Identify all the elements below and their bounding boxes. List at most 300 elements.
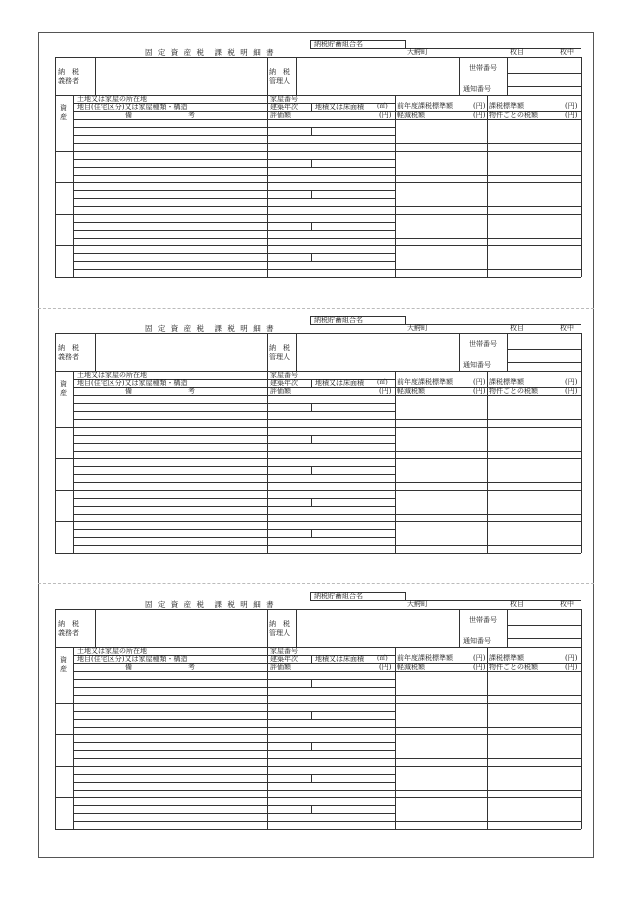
remarks-field[interactable] (75, 814, 265, 820)
house-number-field[interactable] (269, 396, 393, 402)
town-name: 大鰐町 (407, 324, 428, 332)
location-field[interactable] (75, 522, 265, 528)
rule-line (507, 609, 508, 647)
tax-standard-field[interactable] (489, 459, 579, 481)
built-year-field[interactable] (269, 404, 309, 410)
location-field[interactable] (75, 428, 265, 434)
rule-line (487, 95, 488, 277)
taxpayer-field[interactable] (97, 335, 265, 369)
yen-unit: (円) (473, 102, 486, 110)
reduction-field[interactable] (397, 144, 485, 150)
remarks-field[interactable] (75, 688, 265, 694)
yen-unit: (円) (379, 663, 392, 671)
rule-line (507, 333, 508, 371)
tax-standard-field[interactable] (489, 767, 579, 789)
valuation-label: 評価額 (270, 387, 291, 395)
rule-line (95, 57, 96, 95)
union-name-label: 納税貯蓄組合名 (314, 40, 363, 48)
union-name-label: 納税貯蓄組合名 (314, 592, 363, 600)
rule-line (459, 57, 460, 95)
household-number-label: 世帯番号 (469, 616, 497, 624)
town-name: 大鰐町 (407, 600, 428, 608)
house-number-field[interactable] (269, 120, 393, 126)
household-number-field[interactable] (509, 59, 579, 85)
category-field[interactable] (75, 436, 265, 442)
house-number-field[interactable] (269, 522, 393, 528)
remarks-field[interactable] (75, 412, 265, 418)
house-number-field[interactable] (269, 183, 393, 189)
area-field[interactable] (313, 436, 393, 442)
area-field[interactable] (313, 806, 393, 812)
remarks-field[interactable] (75, 136, 265, 142)
area-field[interactable] (313, 191, 393, 197)
area-unit: (㎡) (377, 655, 388, 662)
form-title: 固 定 資 産 税 課 税 明 細 書 (145, 48, 276, 57)
per-property-tax-label: 物件ごとの税額 (489, 663, 538, 671)
area-field[interactable] (313, 775, 393, 781)
remarks-field[interactable] (75, 783, 265, 789)
manager-field[interactable] (298, 335, 457, 369)
built-year-label: 建築年次 (270, 655, 298, 663)
taxpayer-field[interactable] (97, 611, 265, 645)
manager-label: 納 税 管理人 (269, 344, 290, 361)
valuation-field[interactable] (269, 475, 393, 481)
built-year-field[interactable] (269, 160, 309, 166)
rule-line (487, 647, 488, 829)
per-property-tax-field[interactable] (489, 696, 579, 702)
reduction-field[interactable] (397, 483, 485, 489)
prev-tax-standard-field[interactable] (397, 459, 485, 481)
cell-divider (311, 253, 312, 261)
yen-unit: (円) (473, 663, 486, 671)
area-label: 地積又は床面積 (315, 655, 364, 663)
built-year-field[interactable] (269, 530, 309, 536)
tax-standard-field[interactable] (489, 183, 579, 205)
rule-line (311, 655, 312, 663)
manager-field[interactable] (298, 59, 457, 93)
yen-unit: (円) (565, 654, 578, 662)
rule-line (581, 609, 582, 647)
reduction-label: 軽減税額 (397, 387, 425, 395)
rule-line (267, 57, 268, 95)
cell-divider (311, 711, 312, 719)
house-number-field[interactable] (269, 459, 393, 465)
tax-standard-field[interactable] (489, 522, 579, 544)
form-title: 固 定 資 産 税 課 税 明 細 書 (145, 324, 276, 333)
house-number-field[interactable] (269, 672, 393, 678)
location-field[interactable] (75, 396, 265, 402)
category-field[interactable] (75, 806, 265, 812)
rule-line (55, 609, 56, 647)
category-field[interactable] (75, 128, 265, 134)
area-field[interactable] (313, 743, 393, 749)
remarks-field[interactable] (75, 199, 265, 205)
category-field[interactable] (75, 743, 265, 749)
cell-divider (311, 774, 312, 782)
tax-statement-form (55, 592, 581, 837)
sheet-total-label: 枚中 (560, 48, 574, 56)
category-field[interactable] (75, 223, 265, 229)
built-year-field[interactable] (269, 254, 309, 260)
prev-tax-standard-field[interactable] (397, 152, 485, 174)
yen-unit: (円) (565, 102, 578, 110)
yen-unit: (円) (473, 654, 486, 662)
reduction-label: 軽減税額 (397, 663, 425, 671)
valuation-field[interactable] (269, 168, 393, 174)
valuation-field[interactable] (269, 136, 393, 142)
tax-standard-field[interactable] (489, 215, 579, 237)
valuation-field[interactable] (269, 507, 393, 513)
yen-unit: (円) (565, 378, 578, 386)
form-bottom-line (55, 277, 581, 278)
rule-line (55, 57, 581, 58)
notice-number-field[interactable] (509, 639, 579, 646)
area-field[interactable] (313, 404, 393, 410)
valuation-field[interactable] (269, 538, 393, 544)
cell-divider (311, 435, 312, 443)
yen-unit: (円) (379, 387, 392, 395)
location-field[interactable] (75, 459, 265, 465)
rule-line (459, 609, 460, 647)
remarks-label: 備 考 (125, 663, 195, 671)
union-name-field[interactable] (407, 592, 577, 600)
asset-label: 資 産 (60, 380, 67, 397)
valuation-label: 評価額 (270, 111, 291, 119)
house-number-field[interactable] (269, 798, 393, 804)
built-year-label: 建築年次 (270, 379, 298, 387)
prev-tax-standard-field[interactable] (397, 522, 485, 544)
per-property-tax-field[interactable] (489, 759, 579, 765)
form-bottom-line (55, 553, 581, 554)
rule-line (55, 57, 56, 95)
rule-line (95, 333, 96, 371)
house-number-field[interactable] (269, 215, 393, 221)
built-year-field[interactable] (269, 128, 309, 134)
rule-line (581, 333, 582, 371)
form-separator (38, 583, 594, 584)
category-label: 地目(住宅区分)又は家屋種類・構造 (77, 103, 188, 111)
built-year-field[interactable] (269, 191, 309, 197)
household-number-field[interactable] (509, 611, 579, 637)
valuation-field[interactable] (269, 412, 393, 418)
manager-label: 納 税 管理人 (269, 68, 290, 85)
notice-number-label: 通知番号 (463, 637, 491, 645)
location-field[interactable] (75, 120, 265, 126)
category-field[interactable] (75, 467, 265, 473)
prev-tax-standard-field[interactable] (397, 246, 485, 268)
house-number-label: 家屋番号 (270, 95, 298, 103)
category-label: 地目(住宅区分)又は家屋種類・構造 (77, 655, 188, 663)
rule-line (55, 371, 56, 553)
rule-line (267, 647, 268, 829)
prev-tax-standard-label: 前年度課税標準額 (397, 102, 453, 110)
location-field[interactable] (75, 767, 265, 773)
prev-tax-standard-field[interactable] (397, 428, 485, 450)
tax-standard-field[interactable] (489, 704, 579, 726)
area-field[interactable] (313, 467, 393, 473)
per-property-tax-label: 物件ごとの税額 (489, 387, 538, 395)
area-field[interactable] (313, 712, 393, 718)
prev-tax-standard-field[interactable] (397, 798, 485, 820)
rule-line (405, 40, 406, 48)
area-field[interactable] (313, 254, 393, 260)
location-field[interactable] (75, 183, 265, 189)
category-field[interactable] (75, 775, 265, 781)
prev-tax-standard-field[interactable] (397, 704, 485, 726)
cell-divider (311, 805, 312, 813)
reduction-field[interactable] (397, 696, 485, 702)
cell-divider (311, 529, 312, 537)
tax-standard-field[interactable] (489, 672, 579, 694)
reduction-field[interactable] (397, 546, 485, 552)
valuation-field[interactable] (269, 783, 393, 789)
tax-standard-field[interactable] (489, 428, 579, 450)
form-separator (38, 308, 594, 309)
cell-divider (311, 498, 312, 506)
prev-tax-standard-field[interactable] (397, 396, 485, 418)
prev-tax-standard-field[interactable] (397, 767, 485, 789)
category-field[interactable] (75, 160, 265, 166)
rule-line (73, 371, 74, 553)
built-year-field[interactable] (269, 775, 309, 781)
built-year-field[interactable] (269, 467, 309, 473)
household-number-field[interactable] (509, 335, 579, 361)
manager-label: 納 税 管理人 (269, 620, 290, 637)
category-field[interactable] (75, 191, 265, 197)
rule-line (95, 609, 96, 647)
area-field[interactable] (313, 680, 393, 686)
valuation-field[interactable] (269, 199, 393, 205)
tax-standard-field[interactable] (489, 491, 579, 513)
prev-tax-standard-field[interactable] (397, 491, 485, 513)
prev-tax-standard-field[interactable] (397, 183, 485, 205)
location-field[interactable] (75, 672, 265, 678)
location-label: 土地又は家屋の所在地 (77, 647, 147, 655)
area-label: 地積又は床面積 (315, 379, 364, 387)
reduction-field[interactable] (397, 759, 485, 765)
house-number-field[interactable] (269, 491, 393, 497)
area-unit: (㎡) (377, 103, 388, 110)
rule-line (487, 371, 488, 553)
remarks-field[interactable] (75, 475, 265, 481)
area-label: 地積又は床面積 (315, 103, 364, 111)
cell-divider (311, 127, 312, 135)
location-label: 土地又は家屋の所在地 (77, 95, 147, 103)
location-field[interactable] (75, 246, 265, 252)
location-field[interactable] (75, 215, 265, 221)
yen-unit: (円) (565, 111, 578, 119)
area-field[interactable] (313, 530, 393, 536)
category-label: 地目(住宅区分)又は家屋種類・構造 (77, 379, 188, 387)
reduction-label: 軽減税額 (397, 111, 425, 119)
house-number-field[interactable] (269, 704, 393, 710)
per-property-tax-field[interactable] (489, 546, 579, 552)
house-number-field[interactable] (269, 246, 393, 252)
rule-line (395, 95, 396, 277)
valuation-label: 評価額 (270, 663, 291, 671)
house-number-field[interactable] (269, 152, 393, 158)
town-name: 大鰐町 (407, 48, 428, 56)
sheet-number-label: 枚目 (510, 600, 524, 608)
tax-standard-field[interactable] (489, 396, 579, 418)
location-field[interactable] (75, 704, 265, 710)
built-year-label: 建築年次 (270, 103, 298, 111)
rule-line (267, 333, 268, 371)
asset-label: 資 産 (60, 656, 67, 673)
per-property-tax-field[interactable] (489, 483, 579, 489)
per-property-tax-field[interactable] (489, 144, 579, 150)
per-property-tax-field[interactable] (489, 822, 579, 828)
house-number-field[interactable] (269, 428, 393, 434)
remarks-field[interactable] (75, 507, 265, 513)
category-field[interactable] (75, 680, 265, 686)
rule-line (405, 592, 406, 600)
rule-line (55, 95, 56, 277)
tax-standard-field[interactable] (489, 735, 579, 757)
built-year-field[interactable] (269, 712, 309, 718)
valuation-field[interactable] (269, 688, 393, 694)
prev-tax-standard-field[interactable] (397, 120, 485, 142)
valuation-field[interactable] (269, 262, 393, 268)
rule-line (311, 379, 312, 387)
rule-line (55, 333, 56, 371)
category-field[interactable] (75, 254, 265, 260)
reduction-field[interactable] (397, 207, 485, 213)
manager-field[interactable] (298, 611, 457, 645)
household-number-label: 世帯番号 (469, 340, 497, 348)
rule-line (310, 40, 311, 48)
rule-line (296, 609, 297, 647)
notice-number-field[interactable] (509, 87, 579, 94)
notice-number-label: 通知番号 (463, 85, 491, 93)
remarks-field[interactable] (75, 720, 265, 726)
asset-label: 資 産 (60, 104, 67, 121)
area-field[interactable] (313, 223, 393, 229)
rule-line (296, 57, 297, 95)
yen-unit: (円) (473, 111, 486, 119)
per-property-tax-label: 物件ごとの税額 (489, 111, 538, 119)
prev-tax-standard-label: 前年度課税標準額 (397, 654, 453, 662)
prev-tax-standard-field[interactable] (397, 735, 485, 757)
house-number-field[interactable] (269, 767, 393, 773)
rule-line (55, 609, 581, 610)
rule-line (267, 95, 268, 277)
remarks-field[interactable] (75, 751, 265, 757)
yen-unit: (円) (565, 387, 578, 395)
built-year-field[interactable] (269, 223, 309, 229)
taxpayer-label: 納 税 義務者 (58, 68, 79, 85)
rule-line (507, 57, 508, 95)
category-field[interactable] (75, 404, 265, 410)
remarks-field[interactable] (75, 231, 265, 237)
sheet-total-label: 枚中 (560, 600, 574, 608)
cell-divider (311, 466, 312, 474)
location-field[interactable] (75, 152, 265, 158)
taxpayer-label: 納 税 義務者 (58, 620, 79, 637)
per-property-tax-field[interactable] (489, 207, 579, 213)
valuation-field[interactable] (269, 231, 393, 237)
valuation-field[interactable] (269, 814, 393, 820)
category-field[interactable] (75, 530, 265, 536)
yen-unit: (円) (379, 111, 392, 119)
house-number-label: 家屋番号 (270, 371, 298, 379)
taxpayer-field[interactable] (97, 59, 265, 93)
tax-statement-form (55, 40, 581, 285)
union-name-field[interactable] (407, 40, 577, 48)
category-field[interactable] (75, 712, 265, 718)
rule-line (55, 333, 581, 334)
prev-tax-standard-field[interactable] (397, 215, 485, 237)
form-bottom-line (55, 829, 581, 830)
remarks-field[interactable] (75, 168, 265, 174)
location-field[interactable] (75, 798, 265, 804)
area-field[interactable] (313, 128, 393, 134)
remarks-field[interactable] (75, 444, 265, 450)
tax-standard-label: 課税標準額 (489, 102, 524, 110)
reduction-field[interactable] (397, 420, 485, 426)
built-year-field[interactable] (269, 499, 309, 505)
cell-divider (311, 742, 312, 750)
rule-line (459, 333, 460, 371)
cell-divider (311, 403, 312, 411)
valuation-field[interactable] (269, 720, 393, 726)
notice-number-field[interactable] (509, 363, 579, 370)
household-number-label: 世帯番号 (469, 64, 497, 72)
reduction-field[interactable] (397, 270, 485, 276)
prev-tax-standard-field[interactable] (397, 672, 485, 694)
house-number-field[interactable] (269, 735, 393, 741)
taxpayer-label: 納 税 義務者 (58, 344, 79, 361)
reduction-field[interactable] (397, 822, 485, 828)
per-property-tax-field[interactable] (489, 270, 579, 276)
area-field[interactable] (313, 499, 393, 505)
tax-standard-label: 課税標準額 (489, 654, 524, 662)
tax-standard-field[interactable] (489, 120, 579, 142)
rule-line (267, 371, 268, 553)
tax-standard-field[interactable] (489, 152, 579, 174)
cell-divider (311, 679, 312, 687)
built-year-field[interactable] (269, 680, 309, 686)
area-unit: (㎡) (377, 379, 388, 386)
sheet-number-label: 枚目 (510, 48, 524, 56)
rule-line (296, 333, 297, 371)
cell-divider (311, 159, 312, 167)
rule-line (311, 103, 312, 111)
location-field[interactable] (75, 735, 265, 741)
rule-line (310, 592, 311, 600)
remarks-field[interactable] (75, 538, 265, 544)
valuation-field[interactable] (269, 751, 393, 757)
union-name-field[interactable] (407, 316, 577, 324)
location-field[interactable] (75, 491, 265, 497)
yen-unit: (円) (473, 387, 486, 395)
valuation-field[interactable] (269, 444, 393, 450)
category-field[interactable] (75, 499, 265, 505)
tax-standard-field[interactable] (489, 798, 579, 820)
area-field[interactable] (313, 160, 393, 166)
built-year-field[interactable] (269, 743, 309, 749)
rule-line (73, 95, 74, 277)
remarks-field[interactable] (75, 262, 265, 268)
per-property-tax-field[interactable] (489, 420, 579, 426)
prev-tax-standard-label: 前年度課税標準額 (397, 378, 453, 386)
tax-standard-field[interactable] (489, 246, 579, 268)
built-year-field[interactable] (269, 436, 309, 442)
rule-line (581, 371, 582, 553)
built-year-field[interactable] (269, 806, 309, 812)
house-number-label: 家屋番号 (270, 647, 298, 655)
location-label: 土地又は家屋の所在地 (77, 371, 147, 379)
